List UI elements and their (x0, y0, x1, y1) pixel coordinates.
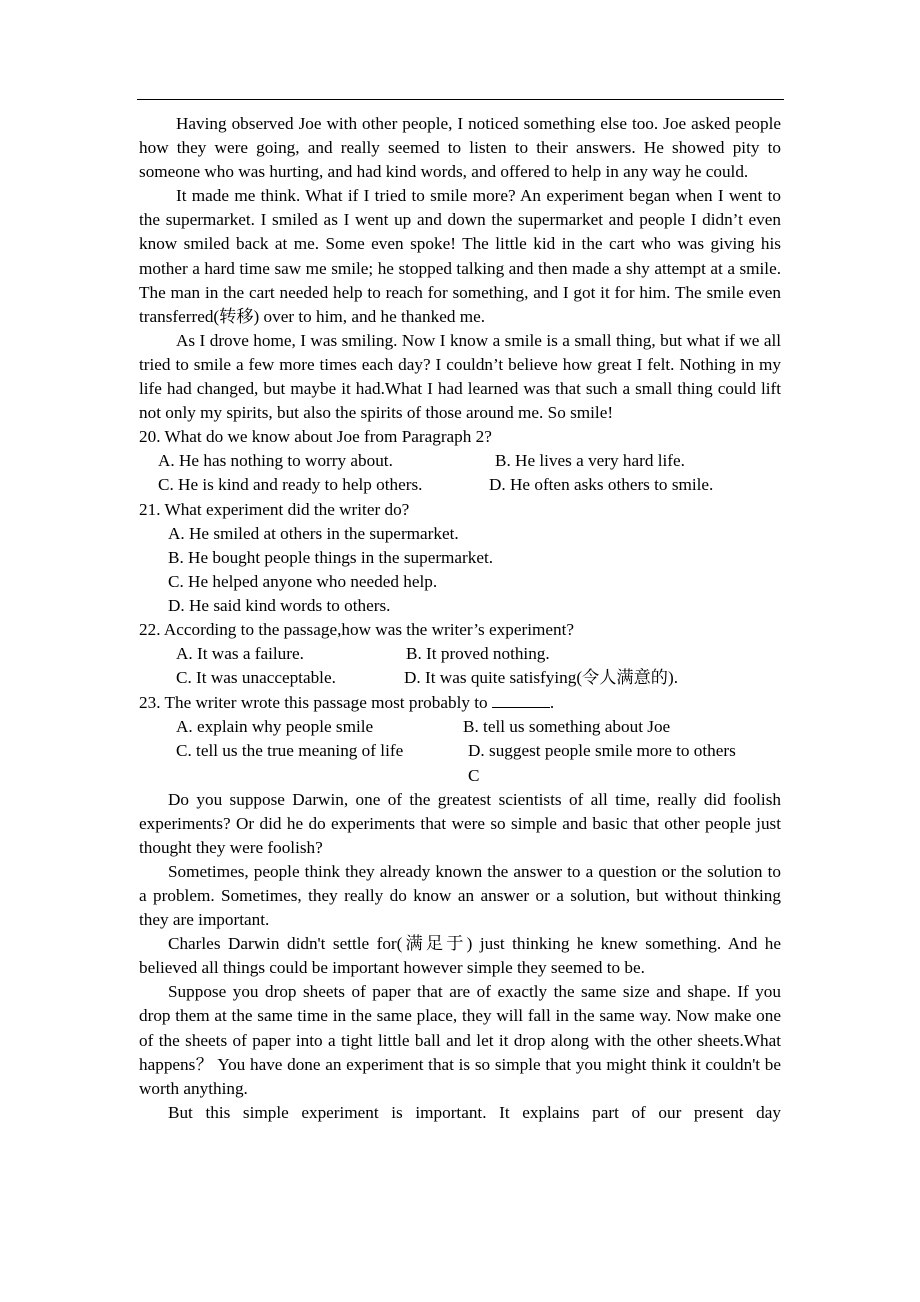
passage-b-paragraph-1: Having observed Joe with other people, I noticed something else too. Joe asked people how they were going, and really seemed to listen to their answers. He showed pity to someone who was hurting, and had kind words, and offered to help in any way he could. (139, 114, 781, 182)
passage-c-paragraph-4: Suppose you drop sheets of paper that are of exactly the same size and shape. If you drop them at the same time in the same place, they will fall in the same way. Now make one of the sheets of paper into a tight little ball and let it drop along with the other sheets.What happens？ You have done an experiment that is so simple that you might think it couldn't be worth anything. (139, 982, 781, 1098)
question-21-stem: 21. What experiment did the writer do? (139, 499, 410, 519)
passage-b-paragraph-3: As I drove home, I was smiling. Now I know a smile is a small thing, but what if we all tried to smile a few more times each day? I couldn’t believe how great I felt. Nothing in my life had changed, but maybe it had.What I had learned was that such a small thing could lift not only my spirits, but also the spirits of those around me. So smile! (139, 330, 781, 423)
question-23-option-d: D. suggest people smile more to others (468, 741, 736, 761)
question-20-options-row-1 (139, 449, 781, 473)
passage-c-paragraph-5: But this simple experiment is important. It explains part of our present day (168, 1102, 781, 1122)
question-20-options-row-2 (139, 473, 781, 497)
header-rule (137, 99, 784, 100)
question-20-option-d: D. He often asks others to smile. (489, 475, 714, 495)
question-23-options-row-1 (139, 715, 781, 739)
passage-b-paragraph-2: It made me think. What if I tried to smile more? An experiment began when I went to the supermarket. I smiled as I went up and down the supermarket and people I didn’t even know smiled back at me. Some even spoke! The little kid in the cart who was giving his mother a hard time saw me smile; he stopped talking and then made a shy attempt at a smile. The man in the cart needed help to reach for something, and I got it for him. The smile even transferred(转移) over to him, and he thanked me. (139, 186, 781, 326)
question-22-options-row-2 (139, 666, 781, 690)
question-21-option-b: B. He bought people things in the supermarket. (168, 547, 494, 567)
passage-c-paragraph-2: Sometimes, people think they already known the answer to a question or the solution to a problem. Sometimes, they really do know an answer or a solution, but without thinking they are important. (139, 861, 781, 930)
question-22-options-row-1 (139, 642, 781, 666)
question-21-option-d: D. He said kind words to others. (168, 595, 391, 615)
question-22-option-b: B. It proved nothing. (406, 644, 550, 664)
question-22-option-a: A. It was a failure. (176, 644, 304, 664)
question-20-stem: 20. What do we know about Joe from Paragraph 2? (139, 427, 492, 447)
passage-c-paragraph-1: Do you suppose Darwin, one of the greatest scientists of all time, really did foolish experiments? Or did he do experiments that were so simple and basic that other people just thought they were foolish? (139, 789, 781, 857)
passage-c-label: C (468, 765, 480, 785)
question-23-option-c: C. tell us the true meaning of life (176, 741, 404, 761)
question-22-option-c: C. It was unacceptable. (176, 668, 336, 688)
question-20-option-b: B. He lives a very hard life. (495, 451, 685, 471)
question-23-stem-end: . (549, 693, 555, 713)
question-23-options-row-2 (139, 739, 781, 763)
question-23-option-b: B. tell us something about Joe (463, 717, 671, 737)
question-23-stem-text: 23. The writer wrote this passage most probably to (139, 693, 488, 713)
question-23-stem (139, 690, 781, 715)
question-22-option-d: D. It was quite satisfying(令人满意的). (404, 668, 679, 688)
answer-blank (492, 690, 550, 708)
document-page (139, 112, 781, 1125)
question-23-option-a: A. explain why people smile (176, 717, 374, 737)
question-21-option-a: A. He smiled at others in the supermarket. (168, 523, 459, 543)
question-20-option-a: A. He has nothing to worry about. (158, 451, 393, 471)
question-21-option-c: C. He helped anyone who needed help. (168, 571, 438, 591)
passage-c-paragraph-3: Charles Darwin didn't settle for(满足于) just thinking he knew something. And he believed all things could be important however simple they seemed to be. (139, 934, 781, 978)
question-20-option-c: C. He is kind and ready to help others. (158, 475, 423, 495)
question-22-stem: 22. According to the passage,how was the writer’s experiment? (139, 619, 574, 639)
